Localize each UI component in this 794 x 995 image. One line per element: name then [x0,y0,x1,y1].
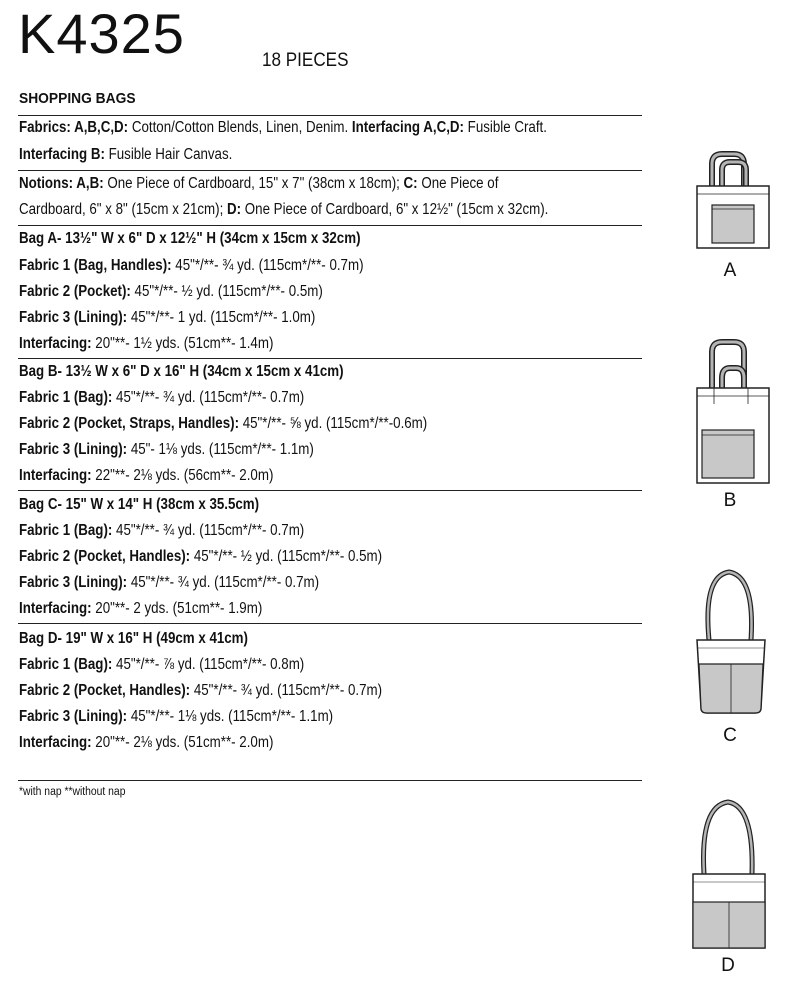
interfacing-b-text: Fusible Hair Canvas. [104,146,233,163]
interfacing-acd-label: Interfacing A,C,D: [351,119,464,136]
bag-a-heading: Bag A- 13½" W x 6" D x 12½" H (34cm x 15cm x 32cm) [19,230,361,247]
footnote: *with nap **without nap [19,786,126,798]
bag-b-heading: Bag B- 13½ W x 6" D x 16" H (34cm x 15cm x 41cm) [19,363,344,380]
bag-a-row: Fabric 2 (Pocket): 45"*/**- ½ yd. (115cm*/**- 0.5m) [19,283,323,300]
bag-b-illustration [690,338,780,488]
interfacing-b-label: Interfacing B: [19,146,105,163]
view-label-d: D [721,955,735,976]
divider [18,225,642,226]
notions-c-text-2: Cardboard, 6" x 8" (15cm x 21cm); [19,201,228,218]
bag-b-row: Fabric 3 (Lining): 45"- 1⅛ yds. (115cm*/**- 1.1m) [19,441,314,458]
notions-d-text: One Piece of Cardboard, 6" x 12½" (15cm x 32cm). [241,201,549,218]
bag-c-row: Fabric 1 (Bag): 45"*/**- ¾ yd. (115cm*/**- 0.7m) [19,522,305,539]
divider [18,780,642,781]
bag-c-row: Fabric 2 (Pocket, Handles): 45"*/**- ½ yd. (115cm*/**- 0.5m) [19,548,383,565]
view-label-b: B [723,490,737,511]
bag-d-row: Fabric 3 (Lining): 45"*/**- 1⅛ yds. (115cm*/**- 1.1m) [19,708,334,725]
divider [18,115,642,116]
bag-d-row: Fabric 2 (Pocket, Handles): 45"*/**- ¾ yd. (115cm*/**- 0.7m) [19,682,383,699]
page-title: SHOPPING BAGS [19,90,136,107]
bag-c-heading: Bag C- 15" W x 14" H (38cm x 35.5cm) [19,496,260,513]
bag-c-row: Fabric 3 (Lining): 45"*/**- ¾ yd. (115cm*/**- 0.7m) [19,574,320,591]
interfacing-b-line [19,146,232,164]
bag-a-row: Fabric 1 (Bag, Handles): 45"*/**- ¾ yd. (115cm*/**- 0.7m) [19,257,364,274]
notions-ab-text: One Piece of Cardboard, 15" x 7" (38cm x 18cm); [103,175,404,192]
notions-c-label: C: [403,175,418,192]
bag-b-row: Fabric 1 (Bag): 45"*/**- ¾ yd. (115cm*/**- 0.7m) [19,389,305,406]
bag-a-row: Fabric 3 (Lining): 45"*/**- 1 yd. (115cm*/**- 1.0m) [19,309,316,326]
bag-d-row: Fabric 1 (Bag): 45"*/**- ⅞ yd. (115cm*/**- 0.8m) [19,656,305,673]
bag-b-row: Interfacing: 22"**- 2⅛ yds. (56cm**- 2.0m) [19,467,274,484]
divider [18,490,642,491]
view-label-c: C [723,725,737,746]
bag-a-illustration [690,150,780,255]
notions-ab-label: Notions: A,B: [19,175,104,192]
notions-line-1 [19,175,498,193]
divider [18,170,642,171]
bag-c-row: Interfacing: 20"**- 2 yds. (51cm**- 1.9m) [19,600,263,617]
fabrics-text: Cotton/Cotton Blends, Linen, Denim. [128,119,352,136]
bag-d-row: Interfacing: 20"**- 2⅛ yds. (51cm**- 2.0m) [19,734,274,751]
notions-line-2 [19,201,548,219]
bag-a-row: Interfacing: 20"**- 1½ yds. (51cm**- 1.4m) [19,335,274,352]
notions-d-label: D: [227,201,242,218]
view-label-a: A [723,260,737,281]
bag-b-row: Fabric 2 (Pocket, Straps, Handles): 45"*/**- ⅝ yd. (115cm*/**-0.6m) [19,415,428,432]
divider [18,358,642,359]
interfacing-acd-text: Fusible Craft. [463,119,547,136]
divider [18,623,642,624]
piece-count: 18 PIECES [262,50,349,71]
bag-d-illustration [690,798,770,953]
pattern-number: K4325 [18,2,185,65]
bag-d-heading: Bag D- 19" W x 16" H (49cm x 41cm) [19,630,248,647]
notions-c-text-1: One Piece of [417,175,499,192]
fabrics-label: Fabrics: A,B,C,D: [19,119,129,136]
fabrics-line [19,119,547,137]
bag-c-illustration [693,568,773,718]
